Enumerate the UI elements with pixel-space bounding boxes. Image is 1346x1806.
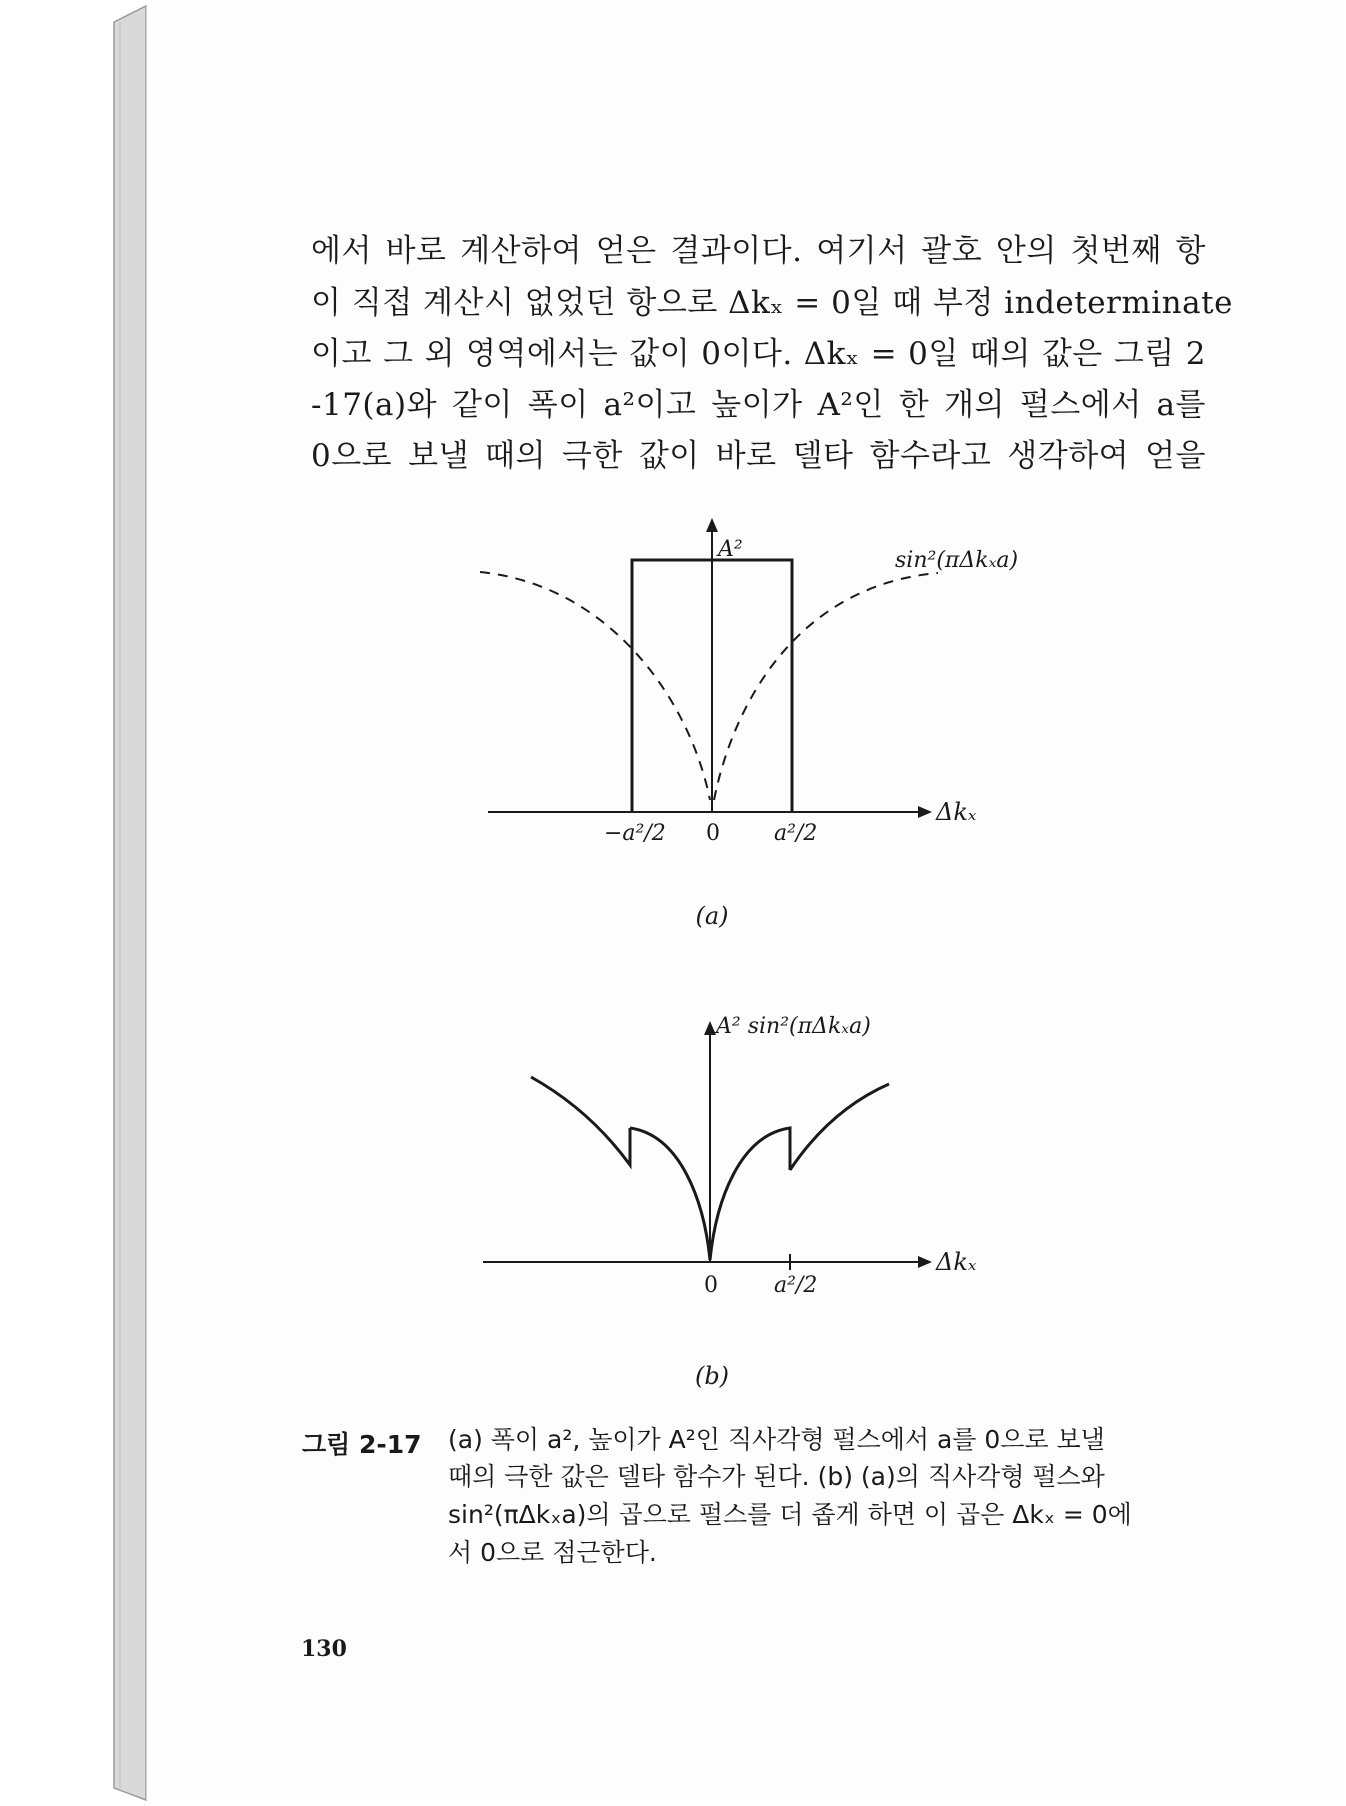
figure-caption-line-3: sin²(πΔkₓa)의 곱으로 펄스를 더 좁게 하면 이 곱은 Δkₓ = 0에 — [448, 1500, 1132, 1529]
fig-b-curve-right-outer — [790, 1084, 889, 1170]
figure-caption-line-4: 서 0으로 점근한다. — [448, 1538, 657, 1567]
fig-a-tick-pos: a²/2 — [774, 821, 818, 846]
body-line-3: 이고 그 외 영역에서는 값이 0이다. Δkₓ = 0일 때의 값은 그림 2 — [311, 336, 1206, 372]
body-line-4: -17(a)와 같이 폭이 a²이고 높이가 A²인 한 개의 펄스에서 a를 — [311, 387, 1206, 423]
fig-a-tick-zero: 0 — [706, 821, 720, 846]
fig-a-y-label: A² — [718, 537, 743, 562]
fig-b-tick-zero: 0 — [704, 1273, 718, 1298]
fig-b-tick-pos: a²/2 — [774, 1273, 818, 1298]
fig-b-y-arrow — [704, 1021, 716, 1035]
figure-caption-line-2: 때의 극한 값은 델타 함수가 된다. (b) (a)의 직사각형 펄스와 — [448, 1462, 1105, 1491]
body-line-1: 에서 바로 계산하여 얻은 결과이다. 여기서 괄호 안의 첫번째 항 — [311, 233, 1206, 269]
body-line-2: 이 직접 계산시 없었던 항으로 Δkₓ = 0일 때 부정 indeterminate — [311, 285, 1233, 321]
fig-b-x-label: Δkₓ — [936, 1248, 977, 1276]
fig-b-curve-left-inner — [630, 1128, 710, 1260]
fig-b-y-label: A² sin²(πΔkₓa) — [716, 1014, 871, 1039]
fig-b-panel-label: (b) — [694, 1362, 730, 1390]
fig-b-x-arrow — [918, 1256, 932, 1268]
figure-caption-label: 그림 2-17 — [302, 1430, 422, 1459]
figure-caption-line-1: (a) 폭이 a², 높이가 A²인 직사각형 펄스에서 a를 0으로 보낼 — [448, 1425, 1105, 1454]
fig-b-curve-left-outer — [531, 1077, 630, 1165]
fig-a-curve-label: sin²(πΔkₓa) — [895, 548, 1019, 573]
fig-a-x-label: Δkₓ — [936, 798, 977, 826]
fig-a-tick-neg: −a²/2 — [604, 821, 666, 846]
body-line-5: 0으로 보낼 때의 극한 값이 바로 델타 함수라고 생각하여 얻을 — [311, 438, 1206, 474]
fig-b-curve-right-inner — [710, 1128, 790, 1260]
fig-a-panel-label: (a) — [695, 902, 729, 930]
page-number: 130 — [301, 1636, 347, 1662]
